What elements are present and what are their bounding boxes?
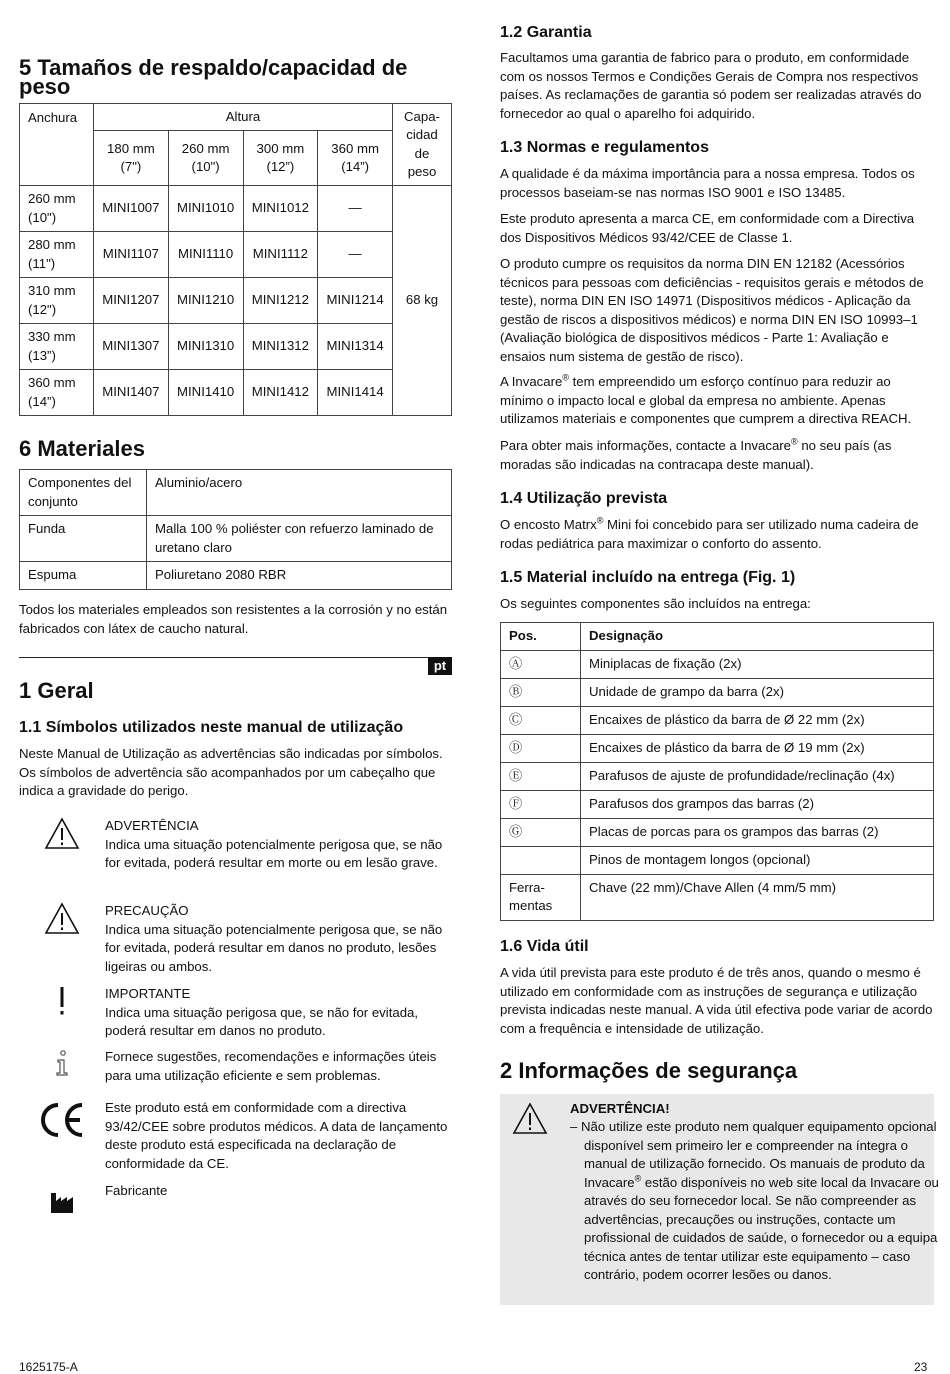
- model-cell: MINI1312: [243, 324, 318, 370]
- section-1-4-title: 1.4 Utilização prevista: [500, 490, 668, 507]
- section-1-2-title: 1.2 Garantia: [500, 24, 592, 41]
- section-1-title: 1 Geral: [19, 678, 94, 703]
- sizes-table: [19, 103, 452, 416]
- symbol-warning: [19, 817, 452, 873]
- height-col-2: 260 mm (10"): [168, 131, 243, 186]
- warranty-text: Facultamos uma garantia de fabrico para o produto, em conformidade com os nossos Termos e Condições Gerais de Compra nos respectivos países. As reclamações de garantia só podem ser realizadas através do fornecedor ao qual o aparelho foi adquirido.: [500, 50, 922, 121]
- table-row: [501, 846, 934, 874]
- section-1-3-title: 1.3 Normas e regulamentos: [500, 139, 709, 156]
- section-5-title: 5 Tamaños de respaldo/capacidad de peso: [19, 55, 408, 99]
- language-badge: pt: [428, 657, 452, 675]
- material-part: Componentes del conjunto: [20, 470, 147, 516]
- pos-cell: Ⓐ: [501, 650, 581, 678]
- table-row: [501, 706, 934, 734]
- height-col-3: 300 mm (12”): [243, 131, 318, 186]
- designation-cell: Encaixes de plástico da barra de Ø 22 mm (2x): [581, 706, 934, 734]
- table-row: [501, 818, 934, 846]
- warning-text: – Não utilize este produto nem qualquer equipamento opcional disponível sem primeiro ler e compreender na íntegra o manual de utilização fornecido. Os manuais de produto da Invacare® estão disponíveis no web site local da Invacare ou através do seu fornecedor local. Se não compreender as advertências, precauções ou instruções, contacte um profissional de cuidados de saúde, o fornecedor ou a equipa técnica antes de tentar utilizar este equipamento – caso contrário, podem ocorrer lesões ou danos.: [570, 1119, 939, 1282]
- width-cell: 310 mm (12"): [20, 278, 94, 324]
- designation-cell: Miniplacas de fixação (2x): [581, 650, 934, 678]
- standards-p4: A Invacare® tem empreendido um esforço contínuo para reduzir ao mínimo o impacto local e global da empresa no ambiente. Apenas utilizamos materiais e componentes que cumprem a directiva REACH.: [500, 372, 912, 426]
- delivery-intro: Os seguintes componentes são incluídos na entrega:: [500, 596, 811, 611]
- symbol-text: Indica uma situação perigosa que, se não for evitada, poderá resultar em danos no produto.: [105, 1004, 419, 1038]
- capacity-header: Capa- cidad de peso: [393, 104, 452, 186]
- table-row: [20, 324, 452, 370]
- table-row: [20, 370, 452, 416]
- warning-triangle-icon: [512, 1102, 548, 1139]
- model-cell: MINI1410: [168, 370, 243, 416]
- width-cell: 330 mm (13”): [20, 324, 94, 370]
- exclamation-icon: [19, 985, 105, 1041]
- section-6-title: 6 Materiales: [19, 436, 145, 461]
- materials-table: [19, 469, 452, 590]
- symbol-heading: IMPORTANTE: [105, 986, 191, 1001]
- model-cell: MINI1010: [168, 186, 243, 232]
- model-cell: MINI1207: [94, 278, 169, 324]
- table-row: [20, 470, 452, 516]
- model-cell: MINI1307: [94, 324, 169, 370]
- pos-cell: Ⓔ: [501, 762, 581, 790]
- table-row: [501, 650, 934, 678]
- width-header: Anchura: [20, 104, 94, 186]
- page-number: 23: [914, 1360, 928, 1374]
- warning-triangle-icon: [19, 817, 105, 873]
- material-value: Malla 100 % poliéster con refuerzo laminado de uretano claro: [147, 516, 452, 562]
- height-header: Altura: [94, 104, 393, 131]
- capacity-value: 68 kg: [393, 186, 452, 416]
- symbol-heading: PRECAUÇÃO: [105, 903, 189, 918]
- width-cell: 260 mm (10"): [20, 186, 94, 232]
- info-icon: [19, 1048, 105, 1085]
- designation-cell: Unidade de grampo da barra (2x): [581, 678, 934, 706]
- service-life-text: A vida útil prevista para este produto é de três anos, quando o mesmo é utilizado em conformidade com as instruções de segurança e utilização prevista indicadas neste manual. A vida útil efectiva pode variar de acordo com a frequência e intensidade de utilização.: [500, 965, 933, 1036]
- model-cell: MINI1012: [243, 186, 318, 232]
- section-2-title: 2 Informações de segurança: [500, 1058, 798, 1083]
- pos-header: Pos.: [501, 623, 581, 651]
- model-cell: MINI1310: [168, 324, 243, 370]
- warning-heading: ADVERTÊNCIA!: [570, 1101, 670, 1116]
- model-cell: MINI1414: [318, 370, 393, 416]
- designation-cell: Parafusos dos grampos das barras (2): [581, 790, 934, 818]
- table-row: [20, 516, 452, 562]
- model-cell: —: [318, 186, 393, 232]
- height-col-4: 360 mm (14”): [318, 131, 393, 186]
- table-row: [20, 278, 452, 324]
- designation-cell: Parafusos de ajuste de profundidade/reclinação (4x): [581, 762, 934, 790]
- width-cell: 280 mm (11"): [20, 232, 94, 278]
- table-row: [501, 678, 934, 706]
- height-col-1: 180 mm (7"): [94, 131, 169, 186]
- model-cell: MINI1314: [318, 324, 393, 370]
- symbol-important: [19, 985, 452, 1041]
- delivery-table: [500, 622, 934, 921]
- pos-cell: Ⓑ: [501, 678, 581, 706]
- pos-cell: Ferra- mentas: [501, 874, 581, 920]
- standards-p2: Este produto apresenta a marca CE, em conformidade com a Directiva dos Dispositivos Médicos 93/42/CEE de Classe 1.: [500, 211, 915, 245]
- section-1-1-title: 1.1 Símbolos utilizados neste manual de utilização: [19, 719, 404, 736]
- model-cell: MINI1210: [168, 278, 243, 324]
- designation-header: Designação: [581, 623, 934, 651]
- symbol-info: [19, 1048, 452, 1085]
- pos-cell: Ⓓ: [501, 734, 581, 762]
- table-row: [20, 186, 452, 232]
- symbol-ce: [19, 1099, 452, 1173]
- safety-warning-box: [500, 1094, 939, 1305]
- table-row: [501, 874, 934, 920]
- pos-cell: Ⓖ: [501, 818, 581, 846]
- symbol-manufacturer: [19, 1182, 452, 1214]
- model-cell: MINI1407: [94, 370, 169, 416]
- designation-cell: Encaixes de plástico da barra de Ø 19 mm (2x): [581, 734, 934, 762]
- model-cell: MINI1007: [94, 186, 169, 232]
- table-row: [20, 232, 452, 278]
- material-value: Aluminio/acero: [147, 470, 452, 516]
- model-cell: MINI1212: [243, 278, 318, 324]
- doc-number: 1625175-A: [19, 1360, 78, 1374]
- table-row: [20, 562, 452, 590]
- symbols-intro: Neste Manual de Utilização as advertências são indicadas por símbolos. Os símbolos de advertência são acompanhados por um cabeçalho que indica a gravidade do perigo.: [19, 746, 443, 798]
- pos-cell: Ⓒ: [501, 706, 581, 734]
- symbol-text: Indica uma situação potencialmente perigosa que, se não for evitada, poderá resultar em danos no produto, lesões ligeiras ou ambos.: [105, 921, 443, 974]
- material-part: Funda: [20, 516, 147, 562]
- standards-p1: A qualidade é da máxima importância para a nossa empresa. Todos os processos baseiam-se nas normas ISO 9001 e ISO 13485.: [500, 166, 915, 200]
- symbol-heading: ADVERTÊNCIA: [105, 818, 199, 833]
- model-cell: MINI1110: [168, 232, 243, 278]
- standards-p5: Para obter mais informações, contacte a Invacare® no seu país (as moradas são indicadas na contracapa deste manual).: [500, 436, 892, 472]
- table-row: [501, 762, 934, 790]
- material-part: Espuma: [20, 562, 147, 590]
- materials-note: Todos los materiales empleados son resistentes a la corrosión y no están fabricados con látex de caucho natural.: [19, 602, 448, 636]
- model-cell: MINI1112: [243, 232, 318, 278]
- designation-cell: Placas de porcas para os grampos das barras (2): [581, 818, 934, 846]
- model-cell: MINI1214: [318, 278, 393, 324]
- symbol-text: Indica uma situação potencialmente perigosa que, se não for evitada, poderá resultar em morte ou em lesão grave.: [105, 836, 443, 870]
- table-row: [501, 790, 934, 818]
- section-1-6-title: 1.6 Vida útil: [500, 938, 589, 955]
- symbol-text: Este produto está em conformidade com a directiva 93/42/CEE sobre produtos médicos. A data de lançamento deste produto está especificada na declaração de conformidade da CE.: [105, 1100, 448, 1171]
- manufacturer-icon: [19, 1182, 105, 1214]
- symbol-text: Fornece sugestões, recomendações e informações úteis para uma utilização eficiente e sem problemas.: [105, 1049, 437, 1083]
- standards-p3: O produto cumpre os requisitos da norma DIN EN 12182 (Acessórios técnicos para pessoas com deficiências - requisitos gerais e métodos de teste), norma DIN EN ISO 14971 (Dispositivos médicos - Aplicação da gestão de riscos a dispositivos médicos) e norma DIN EN ISO 10993–1 (Avaliação biológica de dispositivos médicos - Parte 1: Avaliação e ensaios num sistema de gestão de risco).: [500, 256, 924, 364]
- symbol-caution: [19, 902, 452, 976]
- section-divider: [19, 657, 452, 658]
- symbol-text: Fabricante: [105, 1183, 168, 1198]
- pos-cell: Ⓕ: [501, 790, 581, 818]
- model-cell: MINI1107: [94, 232, 169, 278]
- model-cell: —: [318, 232, 393, 278]
- section-1-5-title: 1.5 Material incluído na entrega (Fig. 1): [500, 569, 796, 586]
- intended-use-text: O encosto Matrx® Mini foi concebido para ser utilizado numa cadeira de rodas pediátrica para maximizar o conforto do assento.: [500, 515, 919, 551]
- designation-cell: Chave (22 mm)/Chave Allen (4 mm/5 mm): [581, 874, 934, 920]
- warning-triangle-icon: [19, 902, 105, 976]
- table-row: [501, 734, 934, 762]
- model-cell: MINI1412: [243, 370, 318, 416]
- pos-cell: [501, 846, 581, 874]
- material-value: Poliuretano 2080 RBR: [147, 562, 452, 590]
- width-cell: 360 mm (14”): [20, 370, 94, 416]
- designation-cell: Pinos de montagem longos (opcional): [581, 846, 934, 874]
- ce-mark-icon: [19, 1099, 105, 1173]
